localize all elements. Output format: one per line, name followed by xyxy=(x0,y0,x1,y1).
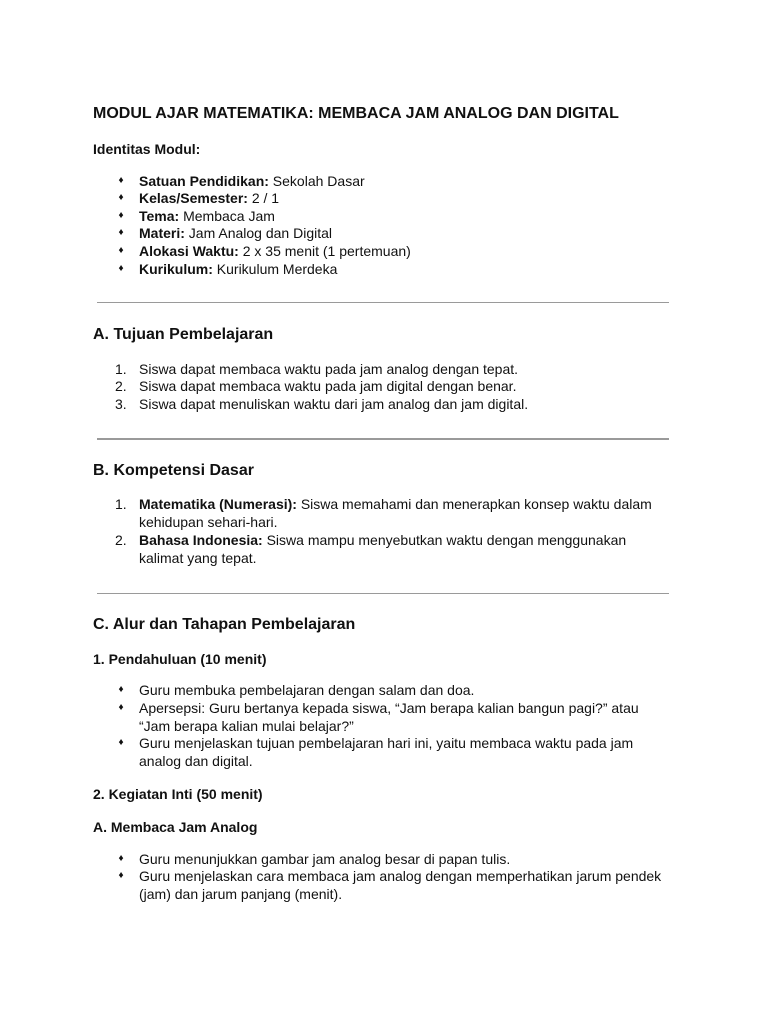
kegiatan-inti-heading: 2. Kegiatan Inti (50 menit) xyxy=(93,786,263,802)
bullet-icon: ♦ xyxy=(118,702,124,713)
item-number: 2. xyxy=(115,378,127,394)
pendahuluan-heading: 1. Pendahuluan (10 menit) xyxy=(93,651,267,667)
bullet-icon: ♦ xyxy=(118,192,124,203)
item-text: Guru menunjukkan gambar jam analog besar di papan tulis. xyxy=(139,851,511,867)
divider xyxy=(97,302,669,303)
identity-value: Jam Analog dan Digital xyxy=(184,225,332,241)
identity-label: Kelas/Semester: xyxy=(139,190,248,206)
item-text: Siswa dapat membaca waktu pada jam digital dengan benar. xyxy=(139,378,517,394)
identity-value: Sekolah Dasar xyxy=(268,173,365,189)
identity-value: 2 x 35 menit (1 pertemuan) xyxy=(238,243,411,259)
identity-label: Materi: xyxy=(139,225,185,241)
item-number: 1. xyxy=(115,496,127,512)
identity-value: Kurikulum Merdeka xyxy=(212,261,338,277)
section-a-heading: A. Tujuan Pembelajaran xyxy=(93,326,274,343)
item-text: Guru membuka pembelajaran dengan salam dan doa. xyxy=(139,682,475,698)
identity-value: 2 / 1 xyxy=(247,190,280,206)
item-text: kehidupan sehari-hari. xyxy=(139,514,278,530)
item-text: Apersepsi: Guru bertanya kepada siswa, “Jam berapa kalian bangun pagi?” atau xyxy=(139,700,639,716)
bullet-icon: ♦ xyxy=(118,227,124,238)
identity-label: Satuan Pendidikan: xyxy=(139,173,269,189)
item-text: Siswa dapat membaca waktu pada jam analog dengan tepat. xyxy=(139,361,519,377)
item-text: Guru menjelaskan cara membaca jam analog dengan memperhatikan jarum pendek xyxy=(139,868,662,884)
item-label: Bahasa Indonesia: xyxy=(139,532,263,548)
section-c-heading: C. Alur dan Tahapan Pembelajaran xyxy=(93,616,356,633)
bullet-icon: ♦ xyxy=(118,853,124,864)
identity-label: Tema: xyxy=(139,208,180,224)
bullet-icon: ♦ xyxy=(118,870,124,881)
identity-heading: Identitas Modul: xyxy=(93,141,201,157)
bullet-icon: ♦ xyxy=(118,263,124,274)
divider xyxy=(97,593,669,594)
bullet-icon: ♦ xyxy=(118,210,124,221)
item-text: Siswa dapat menuliskan waktu dari jam analog dan jam digital. xyxy=(139,396,529,412)
item-text: Siswa memahami dan menerapkan konsep waktu dalam xyxy=(296,496,652,512)
bullet-icon: ♦ xyxy=(118,175,124,186)
membaca-jam-analog-heading: A. Membaca Jam Analog xyxy=(93,819,258,835)
item-text: kalimat yang tepat. xyxy=(139,550,257,566)
bullet-icon: ♦ xyxy=(118,245,124,256)
item-text: “Jam berapa kalian mulai belajar?” xyxy=(139,718,354,734)
document-title: MODUL AJAR MATEMATIKA: MEMBACA JAM ANALOG DAN DIGITAL xyxy=(93,105,619,122)
item-label: Matematika (Numerasi): xyxy=(139,496,297,512)
item-text: analog dan digital. xyxy=(139,753,253,769)
section-b-heading: B. Kompetensi Dasar xyxy=(93,462,254,479)
item-number: 1. xyxy=(115,361,127,377)
item-number: 3. xyxy=(115,396,127,412)
identity-label: Alokasi Waktu: xyxy=(139,243,239,259)
divider xyxy=(97,438,669,440)
bullet-icon: ♦ xyxy=(118,737,124,748)
item-text: Siswa mampu menyebutkan waktu dengan menggunakan xyxy=(262,532,627,548)
item-text: (jam) dan jarum panjang (menit). xyxy=(139,886,343,902)
item-number: 2. xyxy=(115,532,127,548)
identity-label: Kurikulum: xyxy=(139,261,213,277)
item-text: Guru menjelaskan tujuan pembelajaran hari ini, yaitu membaca waktu pada jam xyxy=(139,735,634,751)
identity-value: Membaca Jam xyxy=(179,208,275,224)
bullet-icon: ♦ xyxy=(118,684,124,695)
